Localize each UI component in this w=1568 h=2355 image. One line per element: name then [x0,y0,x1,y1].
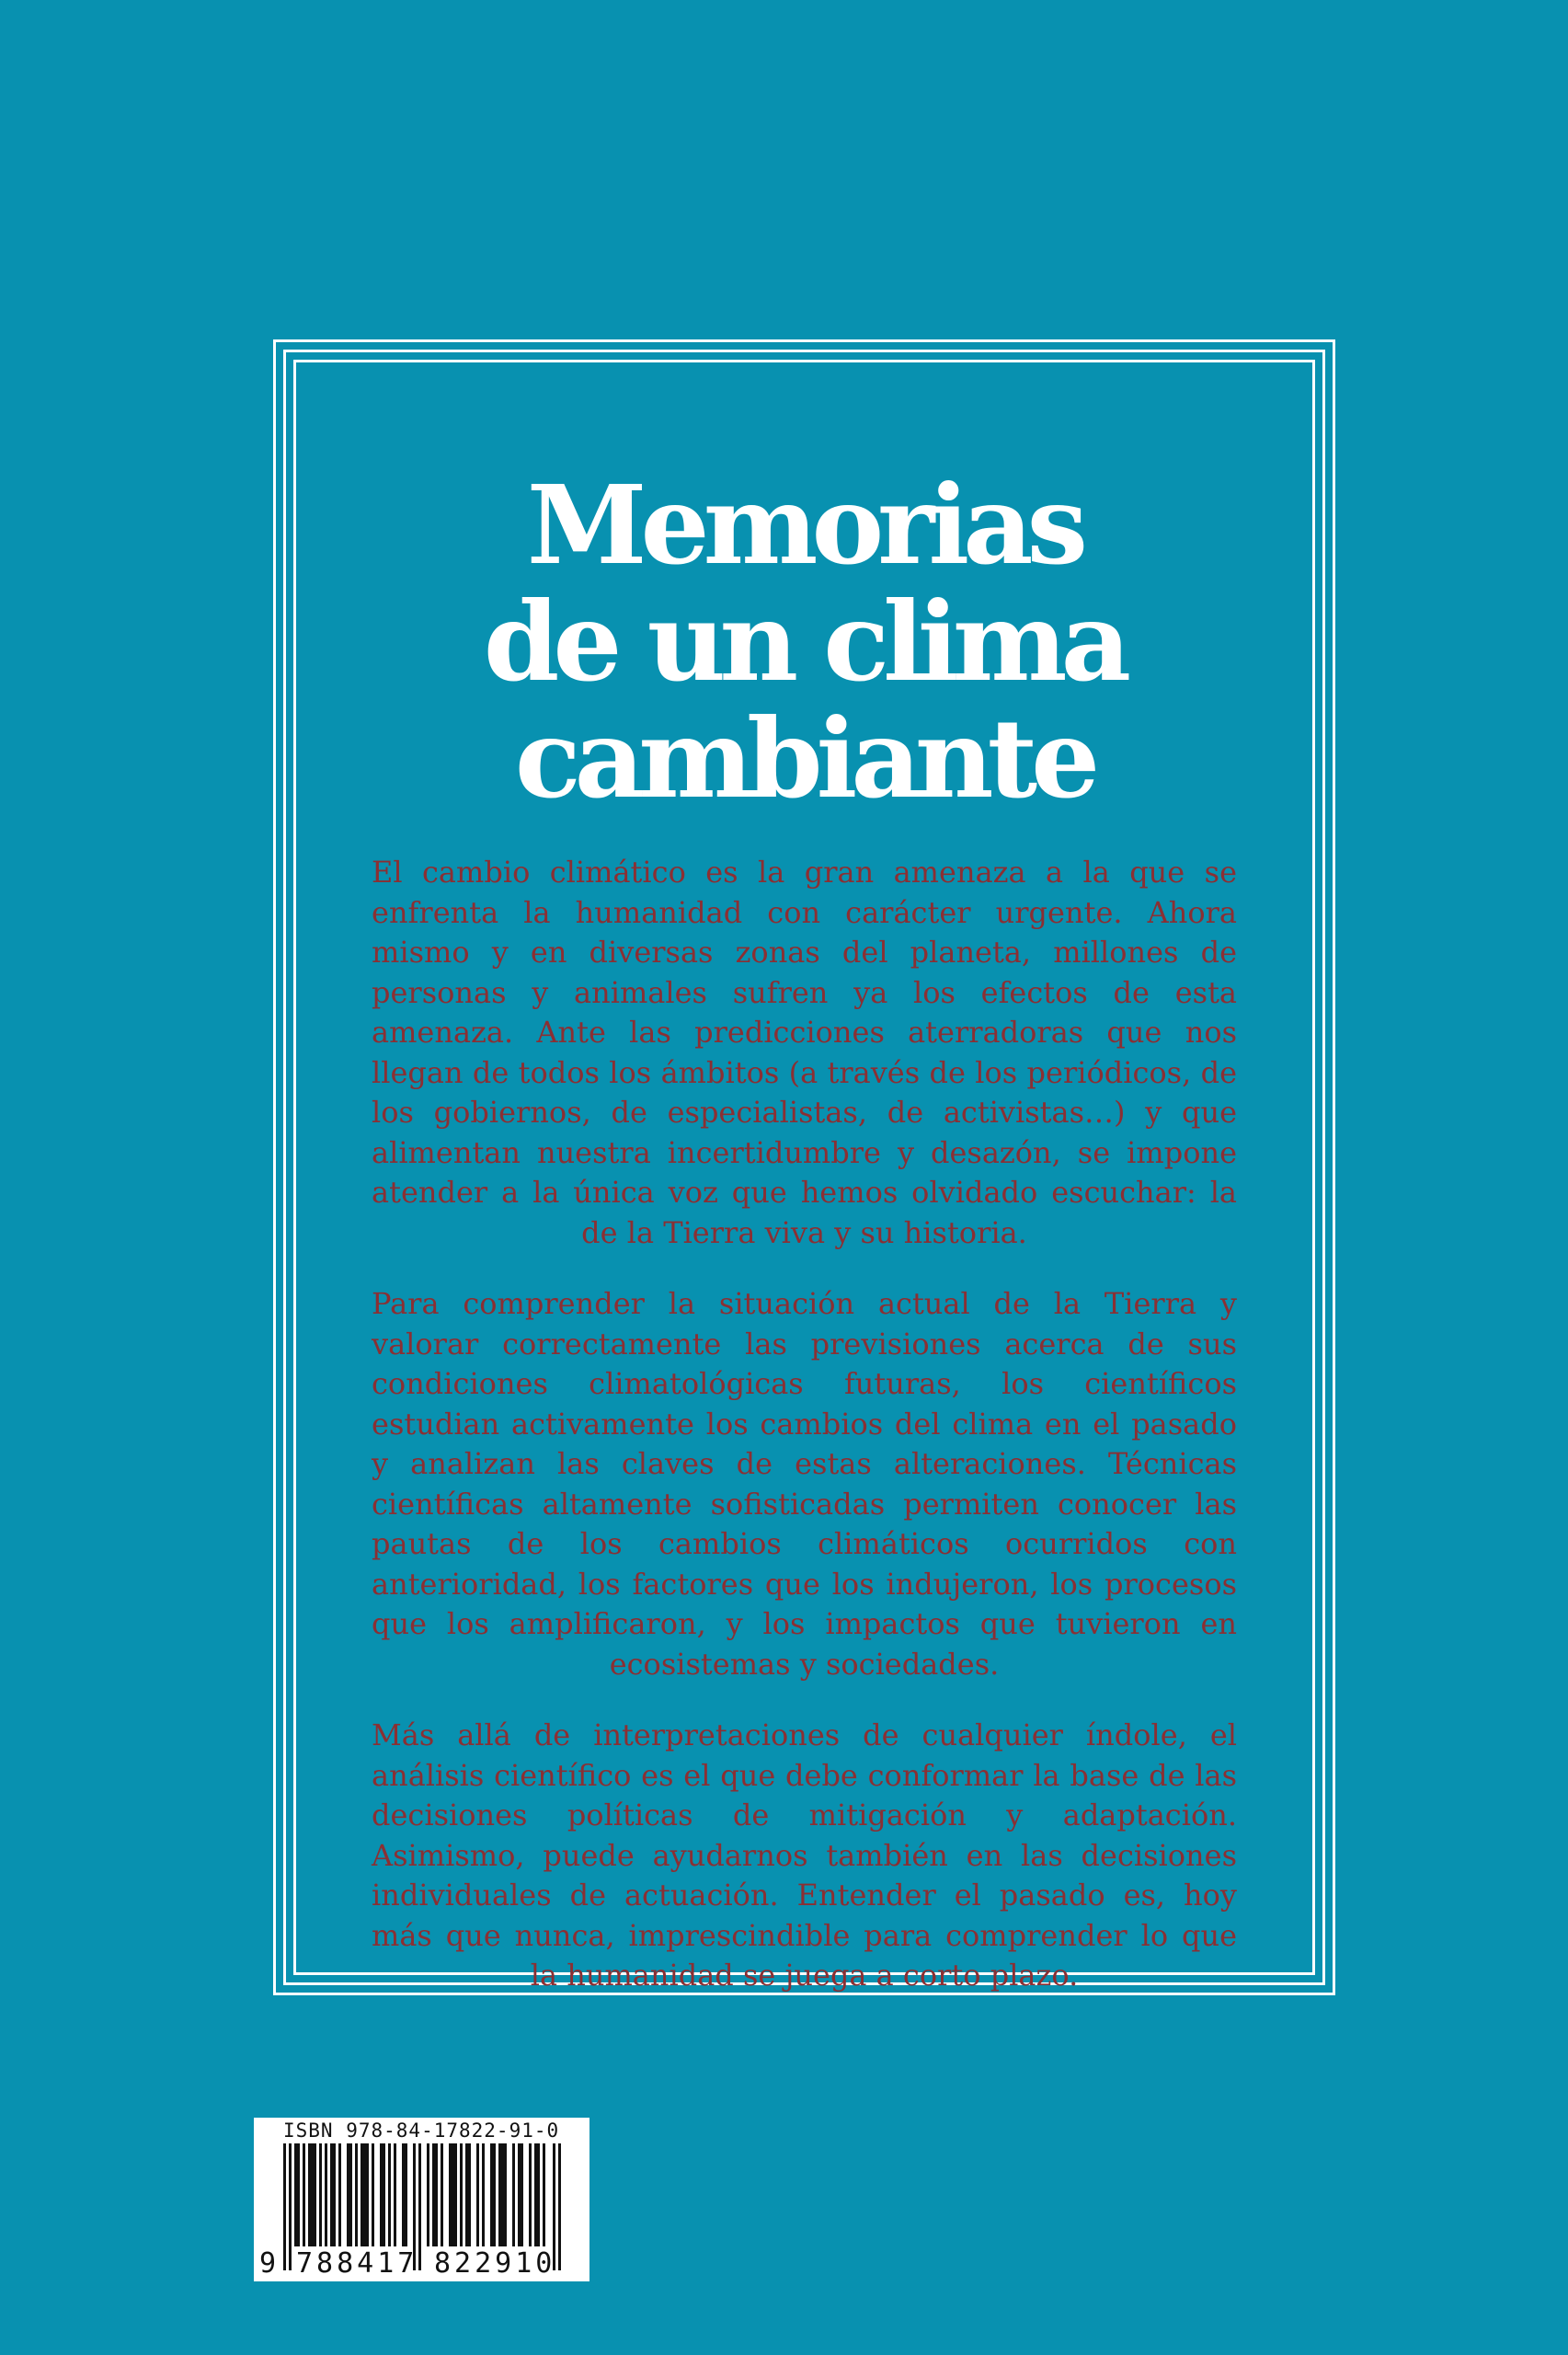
title-line-2: de un clima [483,578,1126,706]
blurb-paragraph-3: Más allá de interpretaciones de cualquier índole, el análisis científico es el que debe conformar la base de las decisiones políticas de mitigación y adaptación. Asimismo, puede ayudarnos también en las decisiones individuales de actuación. Entender el pasado es, hoy más que nunca, imprescindible para comprender lo que la humanidad se juega a corto plazo. [372,1717,1237,1993]
decorative-frame [273,339,1335,1995]
isbn-barcode [254,2118,589,2281]
blurb-paragraph-1: El cambio climático es la gran amenaza a la que se enfrenta la humanidad con carácter urgente. Ahora mismo y en diversas zonas del planeta, millones de personas y animales sufren ya los efectos de esta amenaza. Ante las predicciones aterradoras que nos llegan de todos los ámbitos (a través de los periódicos, de los gobiernos, de especialistas, de activistas…) y que alimentan nuestra incertidumbre y desazón, se impone atender a la única voz que hemos olvidado escuchar: la de la Tierra viva y su historia. [372,855,1237,1250]
ean-first-digit: 9 [259,2247,277,2280]
title-line-1: Memorias [526,461,1082,589]
back-cover-blurb [372,853,1237,2028]
title-line-3: cambiante [514,695,1094,822]
book-title [276,461,1333,822]
ean-left-group: 788417 [296,2247,418,2280]
isbn-label: ISBN 978-84-17822-91-0 [283,2120,560,2142]
ean-right-group: 822910 [434,2247,556,2280]
blurb-paragraph-2: Para comprender la situación actual de la Tierra y valorar correctamente las previsiones acerca de sus condiciones climatológicas futuras, los científicos estudian activamente los cambios del clima en el pasado y analizan las claves de estas alteraciones. Técnicas científicas altamente sofisticadas permiten conocer las pautas de los cambios climáticos ocurridos con anterioridad, los factores que los indujeron, los procesos que los amplificaron, y los impactos que tuvieron en ecosistemas y sociedades. [372,1286,1237,1682]
